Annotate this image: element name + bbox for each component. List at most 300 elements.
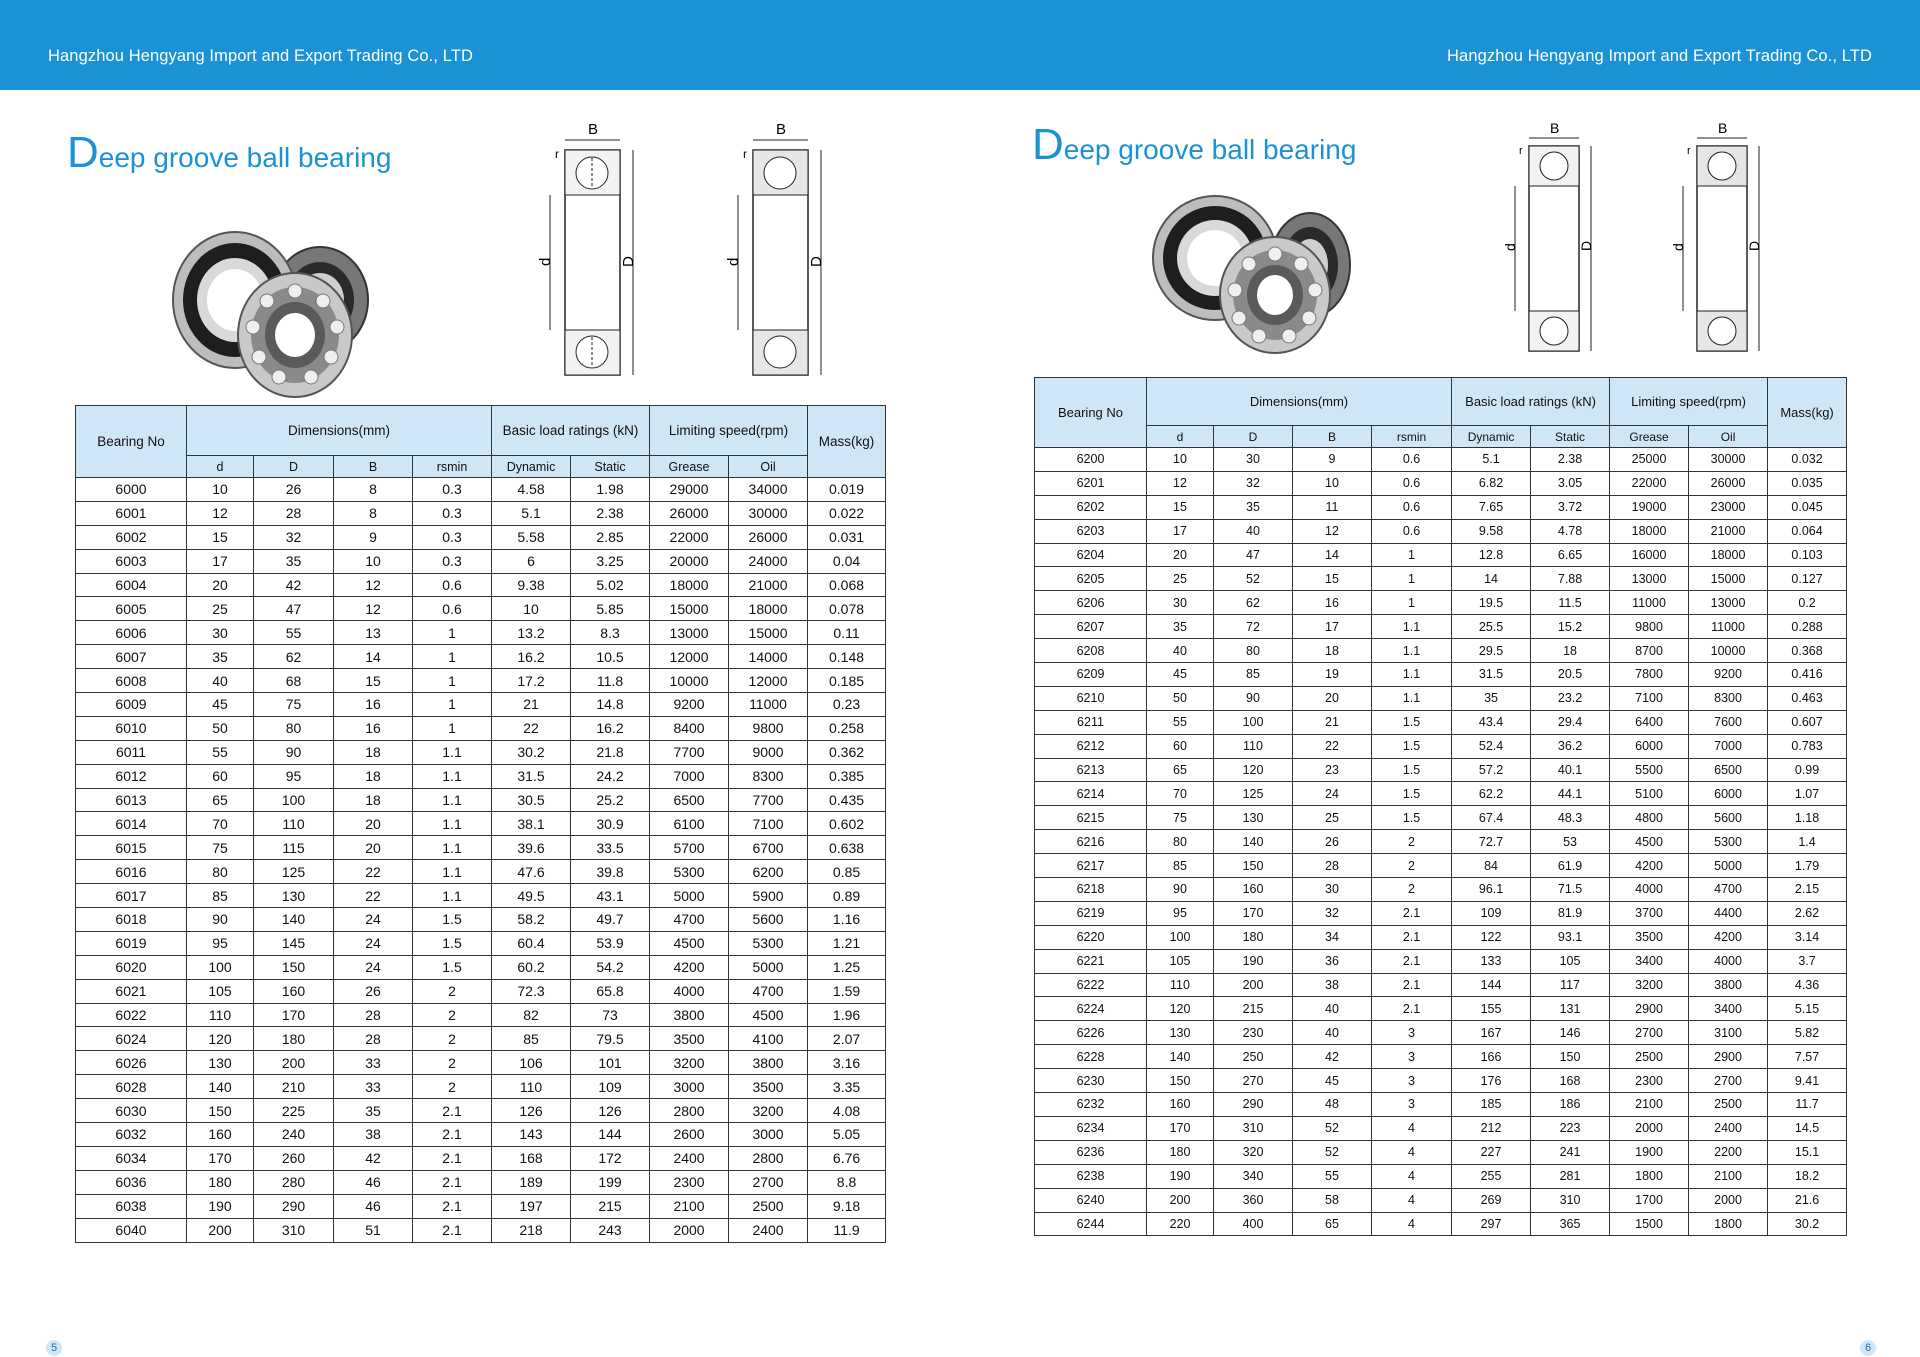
table-cell: 25: [187, 597, 254, 621]
table-cell: 1.5: [1372, 734, 1452, 758]
table-cell: 1: [1372, 567, 1452, 591]
bearing-number-cell: 6000: [76, 478, 187, 502]
table-cell: 46: [334, 1170, 413, 1194]
table-cell: 8300: [1689, 686, 1768, 710]
table-cell: 3200: [1610, 973, 1689, 997]
table-cell: 0.3: [413, 478, 492, 502]
table-cell: 2.1: [1372, 997, 1452, 1021]
bearing-number-cell: 6226: [1035, 1021, 1147, 1045]
cross-section-diagram-shielded: [718, 118, 833, 388]
table-cell: 2: [413, 1051, 492, 1075]
table-cell: 2.1: [413, 1218, 492, 1242]
table-cell: 2800: [729, 1146, 808, 1170]
table-cell: 2: [413, 1003, 492, 1027]
table-cell: 0.6: [1372, 495, 1452, 519]
bearing-number-cell: 6032: [76, 1123, 187, 1147]
table-cell: 7600: [1689, 710, 1768, 734]
table-cell: 120: [1214, 758, 1293, 782]
table-cell: 38: [334, 1123, 413, 1147]
table-cell: 6200: [729, 860, 808, 884]
table-cell: 6.82: [1452, 471, 1531, 495]
table-cell: 16000: [1610, 543, 1689, 567]
table-cell: 185: [1452, 1093, 1531, 1117]
table-cell: 7700: [729, 788, 808, 812]
table-cell: 168: [492, 1146, 571, 1170]
table-cell: 3200: [650, 1051, 729, 1075]
cross-section-diagram-open: [530, 118, 645, 388]
table-cell: 73: [571, 1003, 650, 1027]
table-cell: 2400: [1689, 1116, 1768, 1140]
table-cell: 47.6: [492, 860, 571, 884]
table-cell: 15.2: [1531, 615, 1610, 639]
table-cell: 48: [1293, 1093, 1372, 1117]
table-cell: 2400: [729, 1218, 808, 1242]
table-cell: 5300: [650, 860, 729, 884]
table-cell: 3500: [650, 1027, 729, 1051]
table-cell: 35: [187, 645, 254, 669]
table-cell: 39.8: [571, 860, 650, 884]
table-row: [76, 597, 886, 621]
bearing-number-cell: 6204: [1035, 543, 1147, 567]
label-r: r: [1687, 145, 1691, 157]
table-cell: 16.2: [492, 645, 571, 669]
table-cell: 3400: [1689, 997, 1768, 1021]
table-cell: 23.2: [1531, 686, 1610, 710]
table-cell: 1700: [1610, 1188, 1689, 1212]
bearing-number-cell: 6015: [76, 836, 187, 860]
label-d: d: [1502, 243, 1518, 251]
table-cell: 280: [254, 1170, 334, 1194]
table-cell: 1.4: [1768, 830, 1847, 854]
table-cell: 1: [413, 669, 492, 693]
table-cell: 22: [334, 884, 413, 908]
bearing-number-cell: 6215: [1035, 806, 1147, 830]
bearing-number-cell: 6212: [1035, 734, 1147, 758]
table-cell: 5600: [729, 908, 808, 932]
table-cell: 1.1: [413, 836, 492, 860]
col-dynamic: Dynamic: [1452, 426, 1531, 448]
table-cell: 0.416: [1768, 663, 1847, 687]
table-cell: 50: [187, 716, 254, 740]
title-initial: D: [67, 128, 99, 177]
table-cell: 23000: [1689, 495, 1768, 519]
table-cell: 1.79: [1768, 854, 1847, 878]
table-cell: 18000: [650, 573, 729, 597]
table-cell: 220: [1147, 1212, 1214, 1236]
table-row: [1035, 830, 1847, 854]
table-cell: 4: [1372, 1116, 1452, 1140]
table-cell: 35: [1452, 686, 1531, 710]
table-cell: 155: [1452, 997, 1531, 1021]
table-cell: 9200: [1689, 663, 1768, 687]
table-cell: 109: [571, 1075, 650, 1099]
bearing-number-cell: 6024: [76, 1027, 187, 1051]
table-cell: 2100: [1689, 1164, 1768, 1188]
table-cell: 2.1: [413, 1170, 492, 1194]
table-cell: 2.62: [1768, 901, 1847, 925]
table-row: [76, 788, 886, 812]
table-cell: 16.2: [571, 716, 650, 740]
table-cell: 16: [334, 693, 413, 717]
bearing-number-cell: 6220: [1035, 925, 1147, 949]
table-cell: 25.2: [571, 788, 650, 812]
table-cell: 1.07: [1768, 782, 1847, 806]
table-cell: 96.1: [1452, 878, 1531, 902]
table-row: [1035, 495, 1847, 519]
table-cell: 9.58: [1452, 519, 1531, 543]
table-cell: 2.85: [571, 525, 650, 549]
table-cell: 52: [1214, 567, 1293, 591]
table-cell: 18: [1293, 639, 1372, 663]
col-rsmin: rsmin: [1372, 426, 1452, 448]
table-cell: 1900: [1610, 1140, 1689, 1164]
table-cell: 7800: [1610, 663, 1689, 687]
table-cell: 60.4: [492, 931, 571, 955]
table-cell: 109: [1452, 901, 1531, 925]
table-cell: 26000: [729, 525, 808, 549]
table-cell: 1.5: [1372, 806, 1452, 830]
table-cell: 46: [334, 1194, 413, 1218]
table-cell: 34000: [729, 478, 808, 502]
table-cell: 255: [1452, 1164, 1531, 1188]
table-cell: 2: [413, 1075, 492, 1099]
bearing-number-cell: 6205: [1035, 567, 1147, 591]
bearing-number-cell: 6034: [76, 1146, 187, 1170]
table-cell: 9.41: [1768, 1069, 1847, 1093]
table-row: [1035, 1093, 1847, 1117]
table-row: [76, 693, 886, 717]
table-cell: 55: [1293, 1164, 1372, 1188]
table-cell: 0.288: [1768, 615, 1847, 639]
table-cell: 0.6: [1372, 448, 1452, 472]
table-cell: 4700: [650, 908, 729, 932]
table-row: [1035, 1116, 1847, 1140]
bearing-number-cell: 6021: [76, 979, 187, 1003]
label-D: D: [620, 256, 637, 267]
bearing-number-cell: 6218: [1035, 878, 1147, 902]
col-load-ratings: Basic load ratings (kN): [492, 406, 650, 456]
col-oil: Oil: [729, 456, 808, 478]
table-cell: 4000: [650, 979, 729, 1003]
table-row: [76, 669, 886, 693]
table-cell: 32: [1214, 471, 1293, 495]
table-cell: 2: [413, 1027, 492, 1051]
table-cell: 240: [254, 1123, 334, 1147]
table-cell: 4200: [650, 955, 729, 979]
table-cell: 1: [413, 693, 492, 717]
col-bearing-no: Bearing No: [76, 406, 187, 478]
table-cell: 186: [1531, 1093, 1610, 1117]
table-cell: 48.3: [1531, 806, 1610, 830]
bearing-number-cell: 6022: [76, 1003, 187, 1027]
table-cell: 290: [254, 1194, 334, 1218]
table-row: [76, 908, 886, 932]
page-title: [67, 128, 391, 178]
table-cell: 40: [1293, 997, 1372, 1021]
bearing-number-cell: 6244: [1035, 1212, 1147, 1236]
table-row: [76, 1170, 886, 1194]
table-cell: 1.5: [1372, 782, 1452, 806]
table-cell: 2100: [1610, 1093, 1689, 1117]
table-cell: 1.1: [413, 764, 492, 788]
table-row: [1035, 615, 1847, 639]
table-cell: 310: [1214, 1116, 1293, 1140]
table-cell: 90: [254, 740, 334, 764]
table-cell: 2900: [1689, 1045, 1768, 1069]
table-cell: 57.2: [1452, 758, 1531, 782]
table-cell: 243: [571, 1218, 650, 1242]
table-row: [76, 1218, 886, 1242]
table-cell: 4500: [1610, 830, 1689, 854]
page-number: 6: [1860, 1340, 1876, 1356]
table-cell: 15.1: [1768, 1140, 1847, 1164]
table-cell: 1500: [1610, 1212, 1689, 1236]
bearing-number-cell: 6001: [76, 501, 187, 525]
table-cell: 14: [1293, 543, 1372, 567]
table-cell: 4100: [729, 1027, 808, 1051]
table-cell: 166: [1452, 1045, 1531, 1069]
table-cell: 2300: [1610, 1069, 1689, 1093]
table-cell: 2: [1372, 878, 1452, 902]
bearing-number-cell: 6214: [1035, 782, 1147, 806]
table-cell: 0.89: [808, 884, 886, 908]
table-cell: 71.5: [1531, 878, 1610, 902]
table-cell: 2: [413, 979, 492, 1003]
page-title: [1032, 120, 1356, 170]
table-cell: 2.1: [413, 1099, 492, 1123]
table-cell: 144: [571, 1123, 650, 1147]
table-cell: 130: [187, 1051, 254, 1075]
table-row: [76, 1027, 886, 1051]
company-name-right: Hangzhou Hengyang Import and Export Trading Co., LTD: [1447, 47, 1872, 65]
table-cell: 11000: [1689, 615, 1768, 639]
label-B: B: [588, 121, 599, 138]
table-row: [1035, 639, 1847, 663]
bearing-number-cell: 6216: [1035, 830, 1147, 854]
table-cell: 40: [1147, 639, 1214, 663]
table-cell: 3.7: [1768, 949, 1847, 973]
table-cell: 197: [492, 1194, 571, 1218]
table-cell: 2: [1372, 854, 1452, 878]
table-cell: 5900: [729, 884, 808, 908]
col-limiting-speed: Limiting speed(rpm): [650, 406, 808, 456]
table-row: [1035, 997, 1847, 1021]
table-cell: 227: [1452, 1140, 1531, 1164]
table-cell: 126: [492, 1099, 571, 1123]
table-cell: 15000: [1689, 567, 1768, 591]
table-row: [1035, 567, 1847, 591]
table-cell: 42: [1293, 1045, 1372, 1069]
label-D: D: [1578, 240, 1594, 251]
table-cell: 30000: [1689, 448, 1768, 472]
table-cell: 9000: [729, 740, 808, 764]
table-cell: 45: [1293, 1069, 1372, 1093]
table-cell: 200: [1147, 1188, 1214, 1212]
table-cell: 106: [492, 1051, 571, 1075]
table-cell: 0.11: [808, 621, 886, 645]
table-cell: 0.3: [413, 525, 492, 549]
table-cell: 160: [187, 1123, 254, 1147]
table-cell: 2500: [1689, 1093, 1768, 1117]
table-cell: 12: [334, 597, 413, 621]
table-cell: 0.607: [1768, 710, 1847, 734]
table-cell: 11.8: [571, 669, 650, 693]
table-cell: 52: [1293, 1140, 1372, 1164]
bearing-number-cell: 6210: [1035, 686, 1147, 710]
table-cell: 5000: [729, 955, 808, 979]
bearing-number-cell: 6014: [76, 812, 187, 836]
col-d: d: [187, 456, 254, 478]
table-cell: 4500: [729, 1003, 808, 1027]
table-cell: 30.9: [571, 812, 650, 836]
bearing-number-cell: 6207: [1035, 615, 1147, 639]
table-cell: 60.2: [492, 955, 571, 979]
table-cell: 212: [1452, 1116, 1531, 1140]
table-cell: 5100: [1610, 782, 1689, 806]
table-cell: 218: [492, 1218, 571, 1242]
table-cell: 0.022: [808, 501, 886, 525]
table-cell: 10: [187, 478, 254, 502]
table-row: [1035, 782, 1847, 806]
table-cell: 0.068: [808, 573, 886, 597]
table-row: [76, 549, 886, 573]
table-cell: 223: [1531, 1116, 1610, 1140]
table-cell: 1.98: [571, 478, 650, 502]
table-cell: 60: [187, 764, 254, 788]
table-cell: 2.1: [1372, 925, 1452, 949]
table-cell: 6.65: [1531, 543, 1610, 567]
table-row: [76, 740, 886, 764]
table-cell: 17: [1147, 519, 1214, 543]
bearing-number-cell: 6219: [1035, 901, 1147, 925]
table-cell: 0.783: [1768, 734, 1847, 758]
table-cell: 26: [334, 979, 413, 1003]
table-cell: 0.045: [1768, 495, 1847, 519]
table-cell: 2.15: [1768, 878, 1847, 902]
table-cell: 0.385: [808, 764, 886, 788]
table-cell: 3.72: [1531, 495, 1610, 519]
table-cell: 105: [1147, 949, 1214, 973]
table-row: [1035, 591, 1847, 615]
table-cell: 20: [187, 573, 254, 597]
title-initial: D: [1032, 120, 1064, 169]
table-cell: 58: [1293, 1188, 1372, 1212]
table-cell: 5600: [1689, 806, 1768, 830]
table-cell: 0.368: [1768, 639, 1847, 663]
table-cell: 3800: [650, 1003, 729, 1027]
table-cell: 28: [1293, 854, 1372, 878]
table-cell: 58.2: [492, 908, 571, 932]
bearing-number-cell: 6010: [76, 716, 187, 740]
table-cell: 42: [254, 573, 334, 597]
table-cell: 120: [1147, 997, 1214, 1021]
table-cell: 75: [187, 836, 254, 860]
table-cell: 4: [1372, 1140, 1452, 1164]
table-cell: 21: [492, 693, 571, 717]
col-rsmin: rsmin: [413, 456, 492, 478]
table-cell: 32: [1293, 901, 1372, 925]
table-cell: 180: [1147, 1140, 1214, 1164]
bearing-number-cell: 6009: [76, 693, 187, 717]
table-cell: 17.2: [492, 669, 571, 693]
table-cell: 4000: [1610, 878, 1689, 902]
table-cell: 6500: [650, 788, 729, 812]
table-cell: 21000: [729, 573, 808, 597]
table-cell: 6000: [1689, 782, 1768, 806]
table-row: [1035, 925, 1847, 949]
table-cell: 72.3: [492, 979, 571, 1003]
bearing-number-cell: 6236: [1035, 1140, 1147, 1164]
table-cell: 160: [1147, 1093, 1214, 1117]
table-cell: 4.78: [1531, 519, 1610, 543]
col-load-ratings: Basic load ratings (kN): [1452, 378, 1610, 426]
table-cell: 15: [334, 669, 413, 693]
table-cell: 172: [571, 1146, 650, 1170]
table-cell: 12: [187, 501, 254, 525]
table-cell: 0.6: [1372, 471, 1452, 495]
table-cell: 6100: [650, 812, 729, 836]
table-cell: 14000: [729, 645, 808, 669]
table-cell: 29.5: [1452, 639, 1531, 663]
table-cell: 110: [187, 1003, 254, 1027]
table-cell: 18.2: [1768, 1164, 1847, 1188]
table-cell: 40.1: [1531, 758, 1610, 782]
table-cell: 4700: [729, 979, 808, 1003]
table-cell: 15: [1147, 495, 1214, 519]
table-cell: 95: [1147, 901, 1214, 925]
table-row: [76, 764, 886, 788]
bearing-number-cell: 6209: [1035, 663, 1147, 687]
table-cell: 160: [254, 979, 334, 1003]
table-cell: 16: [334, 716, 413, 740]
table-cell: 20.5: [1531, 663, 1610, 687]
table-cell: 11: [1293, 495, 1372, 519]
table-row: [76, 1123, 886, 1147]
table-cell: 150: [1531, 1045, 1610, 1069]
table-cell: 167: [1452, 1021, 1531, 1045]
table-cell: 260: [254, 1146, 334, 1170]
table-cell: 5000: [650, 884, 729, 908]
table-cell: 170: [187, 1146, 254, 1170]
table-cell: 125: [1214, 782, 1293, 806]
bearing-number-cell: 6018: [76, 908, 187, 932]
table-cell: 0.463: [1768, 686, 1847, 710]
table-cell: 3.25: [571, 549, 650, 573]
bearing-number-cell: 6234: [1035, 1116, 1147, 1140]
table-cell: 340: [1214, 1164, 1293, 1188]
table-cell: 5300: [1689, 830, 1768, 854]
bearing-number-cell: 6002: [76, 525, 187, 549]
table-cell: 170: [254, 1003, 334, 1027]
table-cell: 24.2: [571, 764, 650, 788]
table-cell: 0.6: [413, 573, 492, 597]
table-cell: 3200: [729, 1099, 808, 1123]
table-cell: 3800: [1689, 973, 1768, 997]
table-cell: 62.2: [1452, 782, 1531, 806]
table-cell: 3.14: [1768, 925, 1847, 949]
table-cell: 0.035: [1768, 471, 1847, 495]
table-cell: 9.18: [808, 1194, 886, 1218]
table-row: [1035, 734, 1847, 758]
table-cell: 13000: [650, 621, 729, 645]
table-cell: 55: [1147, 710, 1214, 734]
table-cell: 21000: [1689, 519, 1768, 543]
table-cell: 75: [254, 693, 334, 717]
cross-section-diagram-open: [1497, 118, 1597, 363]
table-cell: 22000: [1610, 471, 1689, 495]
table-cell: 4500: [650, 931, 729, 955]
table-cell: 7700: [650, 740, 729, 764]
